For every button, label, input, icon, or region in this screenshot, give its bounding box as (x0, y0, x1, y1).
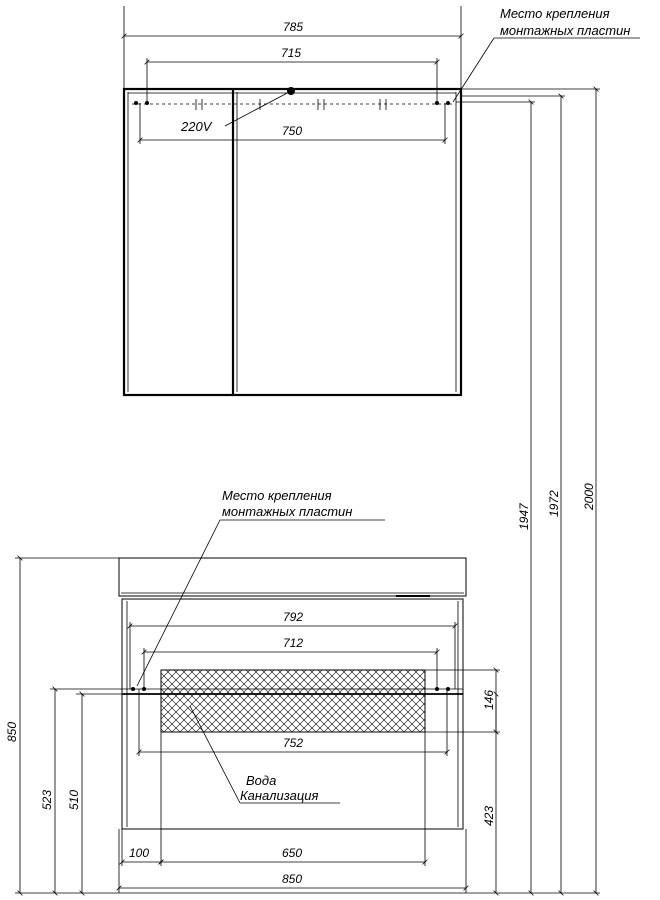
service-zone-hatched (161, 670, 425, 732)
mount-note-leader-vanity (137, 520, 220, 686)
dim-785-label: 785 (283, 20, 304, 34)
dim-510-label: 510 (67, 789, 81, 810)
dim-1947-label: 1947 (517, 503, 531, 530)
mount-note-leader-top (453, 38, 494, 102)
dim-750-label: 750 (282, 124, 303, 138)
vanity-unit (5, 488, 600, 893)
power-leader (225, 91, 291, 126)
dim-752-label: 752 (283, 736, 304, 750)
mirror-cabinet (124, 6, 640, 395)
dim-850h-label: 850 (5, 721, 19, 742)
dim-423-label: 423 (482, 805, 496, 826)
mount-note-vanity-line2: монтажных пластин (222, 504, 353, 519)
dim-650-label: 650 (282, 846, 303, 860)
water-label: Вода (246, 773, 277, 788)
vanity-countertop (119, 558, 466, 596)
lamp-ticks (196, 99, 386, 110)
height-dimensions (456, 89, 600, 893)
dim-792-label: 792 (283, 610, 304, 624)
power-label: 220V (181, 119, 212, 134)
dim-523-label: 523 (40, 789, 54, 810)
dim-712-label: 712 (283, 636, 304, 650)
mount-note-top-line1: Место крепления (500, 6, 610, 21)
dim-100-label: 100 (129, 846, 150, 860)
mount-note-top-line2: монтажных пластин (500, 23, 631, 38)
dim-1972-label: 1972 (547, 490, 561, 517)
mount-note-vanity-line1: Место крепления (222, 488, 332, 503)
dim-850w-label: 850 (282, 872, 303, 886)
dim-146-label: 146 (482, 689, 496, 710)
dim-715-label: 715 (281, 46, 302, 60)
drain-label: Канализация (240, 788, 319, 803)
dim-2000-label: 2000 (582, 483, 596, 510)
